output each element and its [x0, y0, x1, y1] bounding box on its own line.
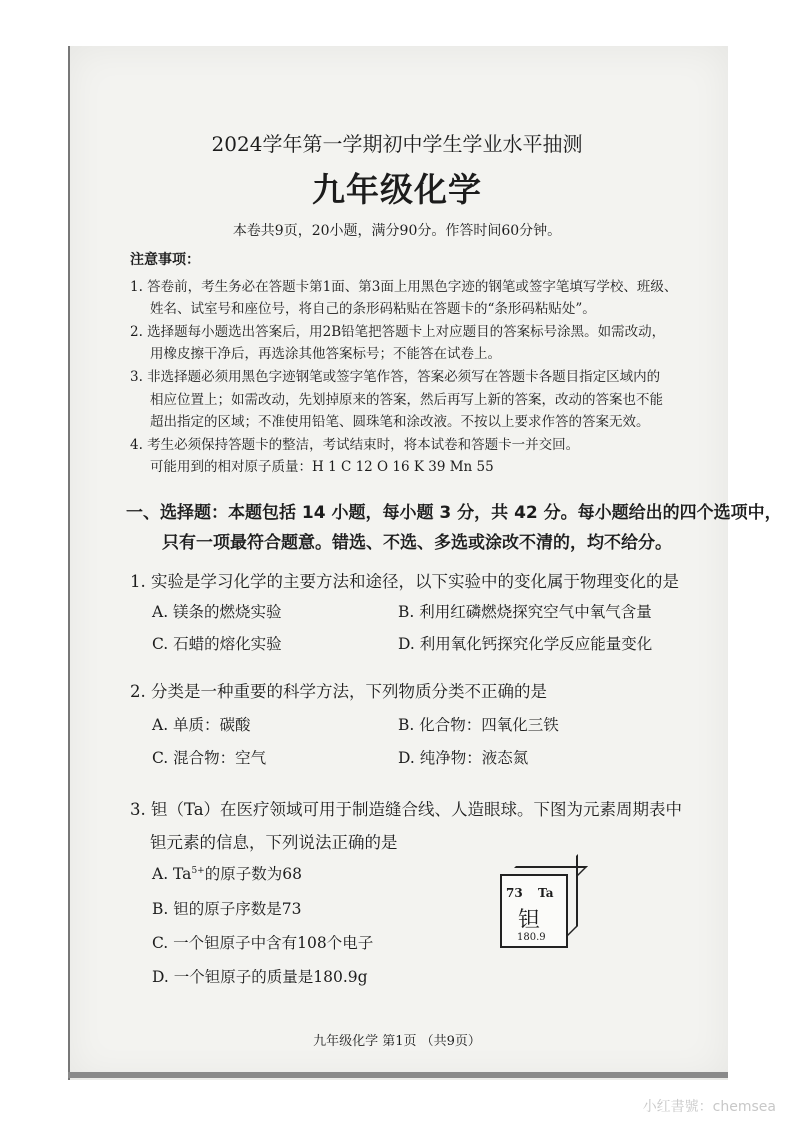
- question-2-option-c: C. 混合物：空气: [152, 749, 267, 767]
- question-1-option-c: C. 石蜡的熔化实验: [152, 635, 282, 653]
- notice-heading: 注意事项：: [130, 252, 200, 268]
- paper-bottom-edge: [68, 1072, 728, 1078]
- question-1-stem: 1. 实验是学习化学的主要方法和途径，以下实验中的变化属于物理变化的是: [130, 572, 679, 591]
- question-3-option-b: B. 钽的原子序数是73: [152, 900, 302, 918]
- question-3-option-d: D. 一个钽原子的质量是180.9g: [152, 968, 368, 986]
- watermark: 小红書號：chemsea: [642, 1099, 776, 1115]
- element-atomic-mass: 180.9: [517, 932, 546, 943]
- question-2-option-b: B. 化合物：四氧化三铁: [398, 716, 559, 734]
- question-3-stem-line1: 3. 钽（Ta）在医疗领域可用于制造缝合线、人造眼球。下图为元素周期表中: [130, 800, 683, 819]
- notice-line: 用橡皮擦干净后，再选涂其他答案标号；不能答在试卷上。: [150, 346, 501, 362]
- question-2-option-d: D. 纯净物：液态氮: [398, 749, 529, 767]
- notice-line: 姓名、试室号和座位号，将自己的条形码粘贴在答题卡的“条形码粘贴处”。: [150, 301, 596, 317]
- notice-line: 2. 选择题每小题选出答案后，用2B铅笔把答题卡上对应题目的答案标号涂黑。如需改动，: [130, 324, 666, 340]
- notice-line: 1. 答卷前，考生务必在答题卡第1面、第3面上用黑色字迹的钢笔或签字笔填写学校、班级、: [130, 279, 678, 295]
- notice-line: 超出指定的区域；不准使用铅笔、圆珠笔和涂改液。不按以上要求作答的答案无效。: [150, 414, 650, 430]
- notice-line: 相应位置上；如需改动，先划掉原来的答案，然后再写上新的答案，改动的答案也不能: [150, 392, 663, 408]
- notice-line: 3. 非选择题必须用黑色字迹钢笔或签字笔作答，答案必须写在答题卡各题目指定区域内的: [130, 369, 661, 385]
- element-name: 钽: [518, 908, 541, 933]
- section-title-line1: 一、选择题：本题包括 14 小题，每小题 3 分，共 42 分。每小题给出的四个选项中，: [126, 503, 782, 523]
- question-1-option-a: A. 镁条的燃烧实验: [152, 603, 282, 621]
- atomic-mass-line: 可能用到的相对原子质量：H 1 C 12 O 16 K 39 Mn 55: [150, 459, 494, 475]
- exam-subtitle: 本卷共9页，20小题，满分90分。作答时间60分钟。: [232, 223, 562, 239]
- question-1-option-b: B. 利用红磷燃烧探究空气中氧气含量: [398, 603, 652, 621]
- question-3-option-c: C. 一个钽原子中含有108个电子: [152, 934, 374, 952]
- question-1-option-d: D. 利用氧化钙探究化学反应能量变化: [398, 635, 653, 653]
- exam-title-line1: 2024学年第一学期初中学生学业水平抽测: [211, 132, 583, 156]
- element-symbol: Ta: [538, 886, 554, 900]
- page-footer: 九年级化学 第1页 （共9页）: [313, 1034, 481, 1049]
- section-title-line2: 只有一项最符合题意。错选、不选、多选或涂改不清的，均不给分。: [162, 533, 672, 553]
- question-3-stem-line2: 钽元素的信息，下列说法正确的是: [150, 833, 398, 852]
- question-3-option-a: A. $Ta^{5+}$的原子数为68: [152, 865, 302, 883]
- question-2-stem: 2. 分类是一种重要的科学方法，下列物质分类不正确的是: [130, 682, 547, 701]
- notice-line: 4. 考生必须保持答题卡的整洁，考试结束时，将本试卷和答题卡一并交回。: [130, 437, 580, 453]
- element-atomic-number: 73: [506, 886, 523, 900]
- exam-title-subject: 九年级化学: [312, 170, 482, 209]
- question-2-option-a: A. 单质：碳酸: [152, 716, 251, 734]
